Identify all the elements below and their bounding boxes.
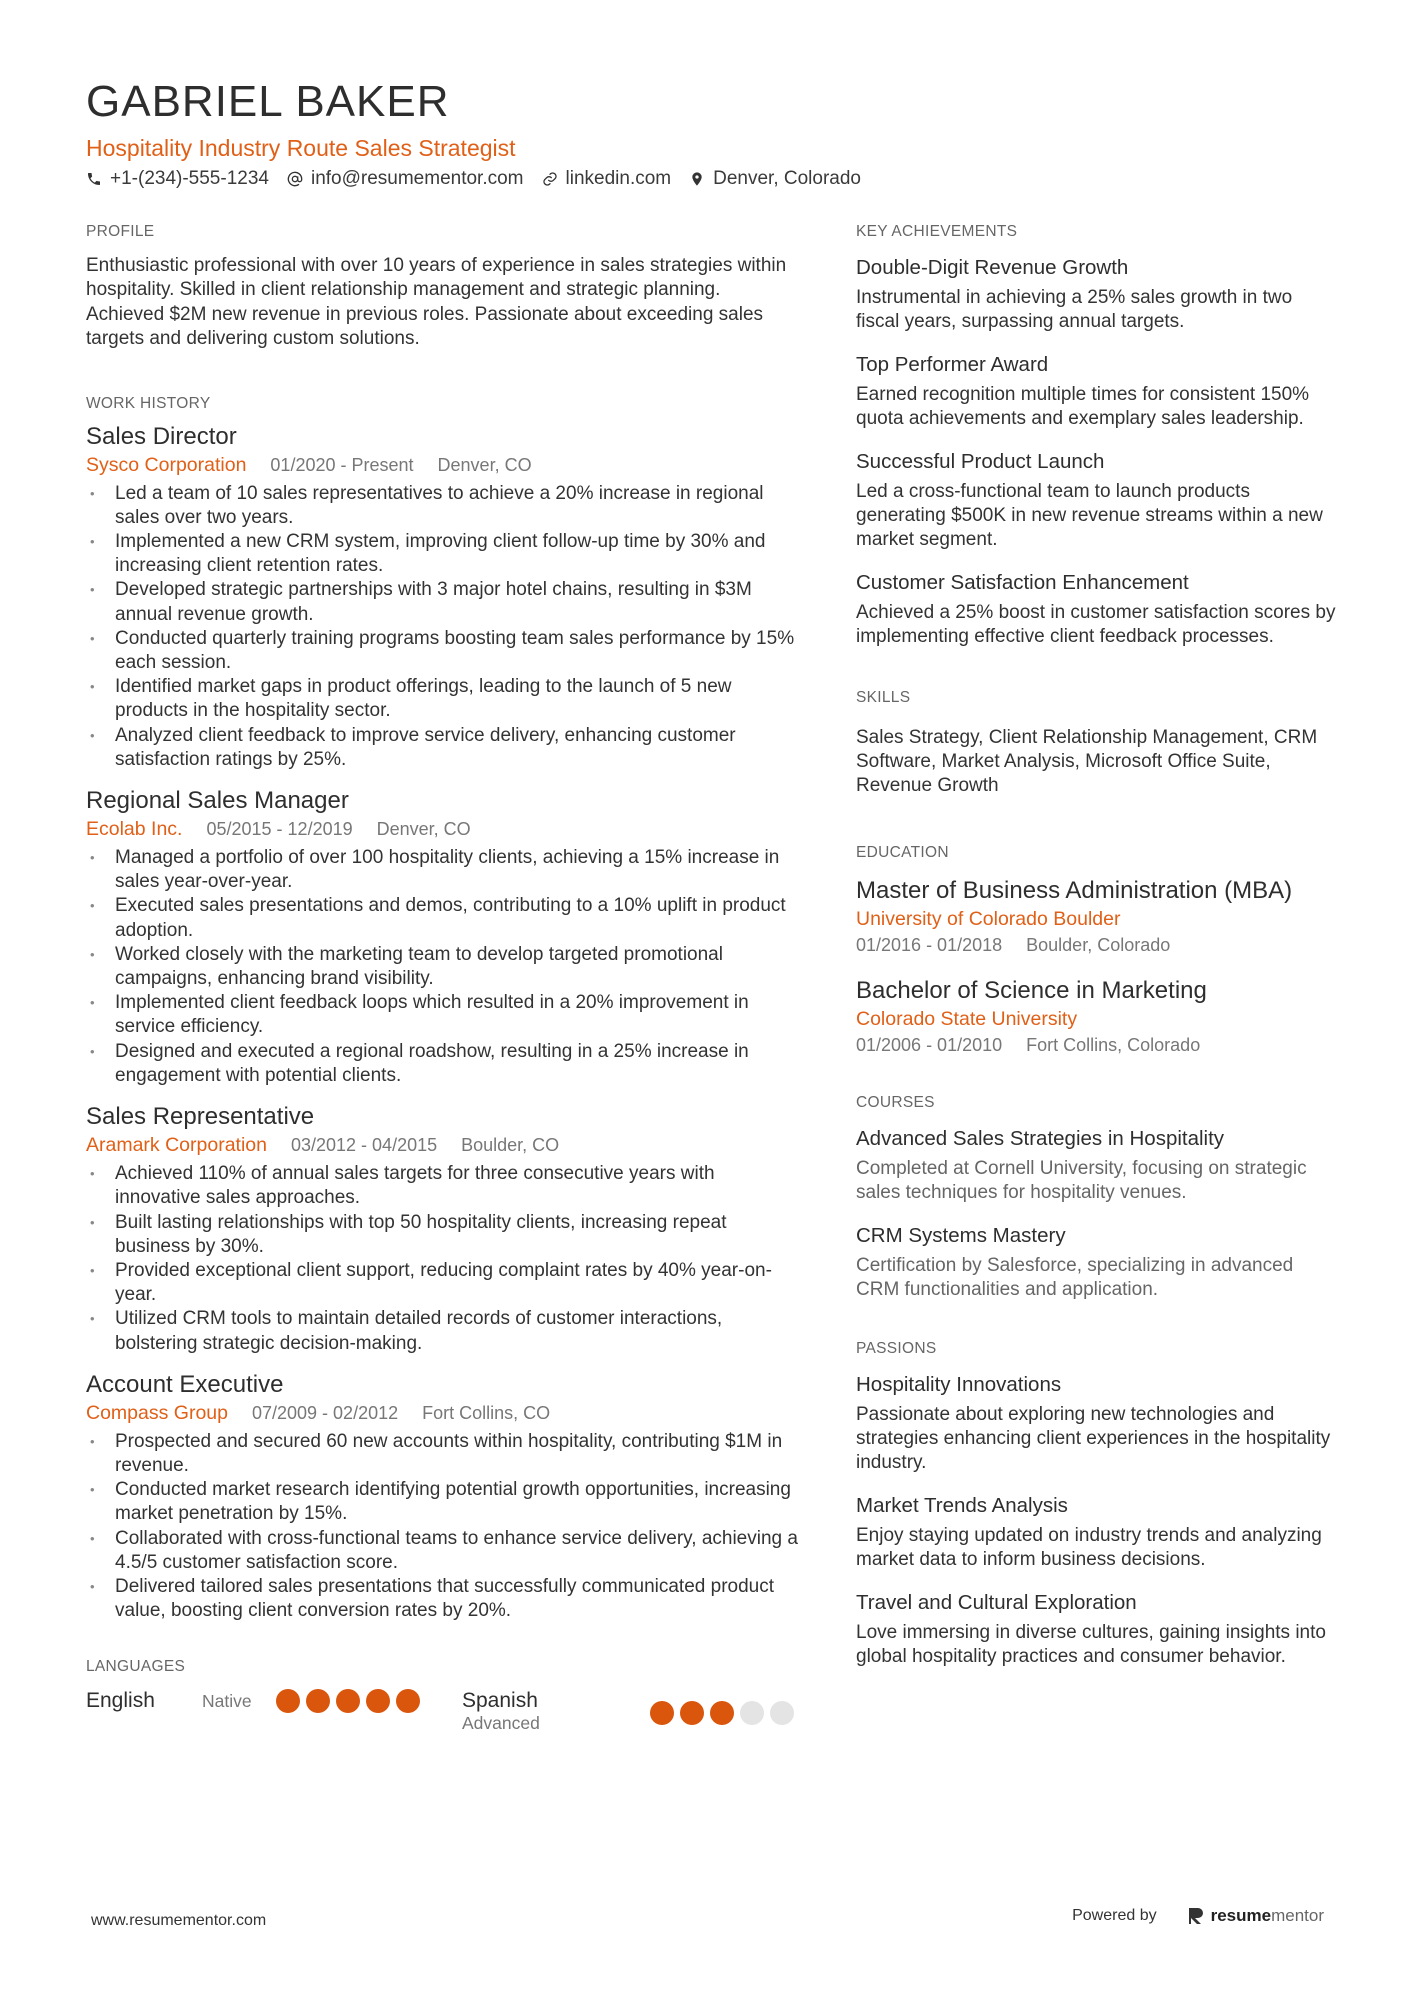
job-entry bbox=[86, 1102, 798, 1356]
education-meta bbox=[856, 933, 1336, 957]
passion-item bbox=[856, 1589, 1336, 1670]
left-column bbox=[86, 222, 798, 1734]
job-entry bbox=[86, 786, 798, 1088]
passion-title: Hospitality Innovations bbox=[856, 1372, 1062, 1396]
job-location: Denver, CO bbox=[376, 819, 471, 840]
passion-title: Market Trends Analysis bbox=[856, 1493, 1068, 1517]
job-meta bbox=[86, 452, 798, 478]
education-item bbox=[856, 875, 1336, 957]
education-degree: Master of Business Administration (MBA) bbox=[856, 876, 1293, 904]
language-label-group bbox=[462, 1689, 650, 1734]
profile-heading: PROFILE bbox=[86, 223, 155, 240]
resume-header bbox=[86, 74, 861, 190]
job-bullet: • Conducted quarterly training programs boosting team sales performance by 15% each session. bbox=[86, 627, 798, 675]
passions-section bbox=[856, 1339, 1336, 1670]
job-bullet: • Led a team of 10 sales representatives to achieve a 20% increase in regional sales over two years. bbox=[86, 482, 798, 530]
job-bullet: • Achieved 110% of annual sales targets for three consecutive years with innovative sales approaches. bbox=[86, 1162, 798, 1210]
languages-section bbox=[86, 1657, 798, 1734]
job-title: Regional Sales Manager bbox=[86, 787, 349, 815]
job-meta bbox=[86, 816, 798, 842]
job-entry bbox=[86, 1370, 798, 1624]
job-title: Account Executive bbox=[86, 1370, 284, 1398]
course-desc: Completed at Cornell University, focusing on strategic sales techniques for hospitality venues. bbox=[856, 1157, 1307, 1204]
achievement-desc: Instrumental in achieving a 25% sales growth in two fiscal years, surpassing annual targets. bbox=[856, 287, 1293, 333]
resumementor-logo[interactable] bbox=[1187, 1906, 1324, 1926]
contact-bar bbox=[86, 168, 861, 190]
job-bullet: • Built lasting relationships with top 50 hospitality clients, increasing repeat business by 30%. bbox=[86, 1211, 798, 1259]
rating-dot-filled bbox=[680, 1701, 704, 1725]
contact-email[interactable] bbox=[287, 168, 524, 190]
rating-dot-filled bbox=[396, 1689, 420, 1713]
education-meta bbox=[856, 1033, 1336, 1057]
job-location: Fort Collins, CO bbox=[422, 1402, 551, 1423]
footer-website[interactable]: www.resumementor.com bbox=[91, 1912, 267, 1929]
passion-item bbox=[856, 1371, 1336, 1476]
work-history-heading: WORK HISTORY bbox=[86, 394, 211, 412]
job-bullet: • Collaborated with cross-functional teams to enhance service delivery, achieving a 4.5/5 customer satisfaction score. bbox=[86, 1527, 798, 1575]
passion-item bbox=[856, 1492, 1336, 1573]
job-company: Compass Group bbox=[86, 1401, 228, 1424]
job-company: Aramark Corporation bbox=[86, 1134, 267, 1157]
job-meta bbox=[86, 1132, 798, 1158]
job-dates: 03/2012 - 04/2015 bbox=[290, 1135, 438, 1156]
rating-dot-filled bbox=[710, 1701, 734, 1725]
language-name: English bbox=[86, 1689, 155, 1713]
languages-heading: LANGUAGES bbox=[86, 1658, 186, 1676]
job-meta bbox=[86, 1400, 798, 1426]
rating-dot-empty bbox=[770, 1701, 794, 1725]
language-level: Native bbox=[202, 1690, 252, 1711]
job-title: Sales Representative bbox=[86, 1103, 315, 1131]
achievement-title: Double-Digit Revenue Growth bbox=[856, 256, 1129, 279]
education-location: Boulder, Colorado bbox=[1026, 934, 1171, 955]
contact-location bbox=[689, 168, 861, 190]
rating-dot-filled bbox=[650, 1701, 674, 1725]
courses-heading: COURSES bbox=[856, 1093, 935, 1111]
job-bullet: • Implemented client feedback loops which resulted in a 20% improvement in service efficiency. bbox=[86, 991, 798, 1039]
education-heading: EDUCATION bbox=[856, 843, 949, 861]
achievement-item bbox=[856, 351, 1336, 432]
location-text: Denver, Colorado bbox=[713, 168, 861, 189]
course-title: Advanced Sales Strategies in Hospitality bbox=[856, 1126, 1225, 1150]
job-bullet: • Utilized CRM tools to maintain detailed records of customer interactions, bolstering strategic decision-making. bbox=[86, 1307, 798, 1355]
job-bullet: • Designed and executed a regional roadshow, resulting in a 25% increase in engagement with potential clients. bbox=[86, 1040, 798, 1088]
job-bullet: • Delivered tailored sales presentations that successfully communicated product value, boosting client conversion rates by 20%. bbox=[86, 1575, 798, 1623]
course-item bbox=[856, 1125, 1336, 1206]
job-company: Ecolab Inc. bbox=[86, 818, 183, 841]
link-icon bbox=[542, 171, 558, 187]
job-bullet: • Prospected and secured 60 new accounts within hospitality, contributing $1M in revenue. bbox=[86, 1430, 798, 1478]
achievement-item bbox=[856, 569, 1336, 650]
achievement-title: Successful Product Launch bbox=[856, 449, 1105, 473]
job-title: Sales Director bbox=[86, 422, 237, 450]
passion-desc: Love immersing in diverse cultures, gaining insights into global hospitality practices and consumer behavior. bbox=[856, 1621, 1326, 1667]
job-location: Denver, CO bbox=[437, 454, 532, 475]
passion-title: Travel and Cultural Exploration bbox=[856, 1590, 1137, 1614]
contact-linkedin[interactable] bbox=[542, 168, 672, 190]
passion-desc: Enjoy staying updated on industry trends and analyzing market data to inform business decisions. bbox=[856, 1524, 1322, 1571]
key-achievements-heading: KEY ACHIEVEMENTS bbox=[856, 223, 1018, 240]
language-item bbox=[462, 1689, 794, 1734]
language-item bbox=[86, 1689, 462, 1713]
job-bullets bbox=[86, 482, 798, 772]
right-column bbox=[856, 222, 1336, 1685]
rating-dot-empty bbox=[740, 1701, 764, 1725]
email-text: info@resumementor.com bbox=[310, 168, 524, 189]
skills-heading: SKILLS bbox=[856, 688, 911, 706]
profile-text: Enthusiastic professional with over 10 years of experience in sales strategies within hospitality. Skilled in client relationship management and strategic planning. Achieved $2M new revenue in previous roles. Passionate about exceeding sales targets and delivering custom solutions. bbox=[86, 255, 787, 350]
achievement-item bbox=[856, 254, 1336, 335]
job-bullets bbox=[86, 1162, 798, 1356]
job-bullet: • Executed sales presentations and demos, contributing to a 10% uplift in product adoption. bbox=[86, 894, 798, 942]
education-dates: 01/2006 - 01/2010 bbox=[856, 1034, 1003, 1055]
achievement-desc: Achieved a 25% boost in customer satisfaction scores by implementing effective client feedback processes. bbox=[856, 601, 1336, 648]
location-pin-icon bbox=[689, 171, 705, 187]
course-desc: Certification by Salesforce, specializing in advanced CRM functionalities and application. bbox=[856, 1254, 1294, 1301]
achievement-desc: Earned recognition multiple times for consistent 150% quota achievements and exemplary sales leadership. bbox=[856, 383, 1310, 430]
language-name: Spanish bbox=[462, 1689, 538, 1713]
courses-section bbox=[856, 1093, 1336, 1303]
job-bullet: • Conducted market research identifying potential growth opportunities, increasing market penetration by 15%. bbox=[86, 1478, 798, 1526]
language-rating bbox=[650, 1701, 794, 1725]
education-dates: 01/2016 - 01/2018 bbox=[856, 934, 1003, 955]
job-bullets bbox=[86, 1430, 798, 1624]
job-bullet: • Managed a portfolio of over 100 hospitality clients, achieving a 15% increase in sales year-over-year. bbox=[86, 846, 798, 894]
education-item bbox=[856, 975, 1336, 1057]
contact-phone[interactable] bbox=[86, 168, 269, 190]
rating-dot-filled bbox=[306, 1689, 330, 1713]
phone-text: +1-(234)-555-1234 bbox=[110, 168, 269, 189]
powered-by-label: Powered by bbox=[1072, 1907, 1157, 1924]
resumementor-logo-icon bbox=[1187, 1906, 1205, 1926]
achievement-desc: Led a cross-functional team to launch products generating $500K in new revenue streams within a new market segment. bbox=[856, 480, 1323, 551]
job-bullet: • Developed strategic partnerships with 3 major hotel chains, resulting in $3M annual revenue growth. bbox=[86, 578, 798, 626]
language-level: Advanced bbox=[462, 1713, 540, 1734]
job-bullet: • Identified market gaps in product offerings, leading to the launch of 5 new products in the hospitality sector. bbox=[86, 675, 798, 723]
key-achievements-section bbox=[856, 222, 1336, 650]
job-location: Boulder, CO bbox=[461, 1135, 560, 1156]
job-bullet: • Implemented a new CRM system, improving client follow-up time by 30% and increasing client retention rates. bbox=[86, 530, 798, 578]
job-bullets bbox=[86, 846, 798, 1088]
job-dates: 05/2015 - 12/2019 bbox=[206, 819, 353, 840]
education-school: University of Colorado Boulder bbox=[856, 907, 1121, 930]
language-rating bbox=[276, 1689, 420, 1713]
rating-dot-filled bbox=[276, 1689, 300, 1713]
languages-row bbox=[86, 1689, 798, 1734]
achievement-title: Top Performer Award bbox=[856, 352, 1049, 376]
achievement-title: Customer Satisfaction Enhancement bbox=[856, 570, 1189, 594]
education-degree: Bachelor of Science in Marketing bbox=[856, 976, 1207, 1004]
candidate-name: GABRIEL BAKER bbox=[86, 77, 450, 126]
candidate-title: Hospitality Industry Route Sales Strategist bbox=[86, 135, 516, 161]
footer-branding bbox=[1072, 1906, 1324, 1926]
job-company: Sysco Corporation bbox=[86, 453, 247, 476]
course-title: CRM Systems Mastery bbox=[856, 1223, 1066, 1247]
achievement-item bbox=[856, 448, 1336, 553]
job-bullet: • Provided exceptional client support, reducing complaint rates by 40% year-on-year. bbox=[86, 1259, 798, 1307]
phone-icon bbox=[86, 171, 102, 187]
work-history-section bbox=[86, 394, 798, 1624]
passions-heading: PASSIONS bbox=[856, 1339, 937, 1357]
brand-name-bold: resume bbox=[1210, 1906, 1272, 1925]
skills-section bbox=[856, 688, 1336, 799]
course-item bbox=[856, 1222, 1336, 1303]
job-bullet: • Analyzed client feedback to improve service delivery, enhancing customer satisfaction ratings by 25%. bbox=[86, 724, 798, 772]
education-location: Fort Collins, Colorado bbox=[1026, 1034, 1201, 1055]
job-dates: 01/2020 - Present bbox=[270, 454, 414, 475]
brand-name-light: mentor bbox=[1271, 1906, 1324, 1925]
job-bullet: • Worked closely with the marketing team to develop targeted promotional campaigns, enhancing brand visibility. bbox=[86, 943, 798, 991]
at-icon bbox=[287, 171, 303, 187]
profile-section bbox=[86, 222, 798, 352]
education-section bbox=[856, 843, 1336, 1057]
rating-dot-filled bbox=[366, 1689, 390, 1713]
skills-text: Sales Strategy, Client Relationship Management, CRM Software, Market Analysis, Microsoft Office Suite, Revenue Growth bbox=[856, 726, 1318, 797]
job-entry bbox=[86, 422, 798, 772]
education-school: Colorado State University bbox=[856, 1007, 1078, 1030]
rating-dot-filled bbox=[336, 1689, 360, 1713]
passion-desc: Passionate about exploring new technologies and strategies enhancing client experiences in the hospitality industry. bbox=[856, 1403, 1331, 1474]
job-dates: 07/2009 - 02/2012 bbox=[251, 1402, 399, 1423]
linkedin-text: linkedin.com bbox=[565, 168, 672, 189]
